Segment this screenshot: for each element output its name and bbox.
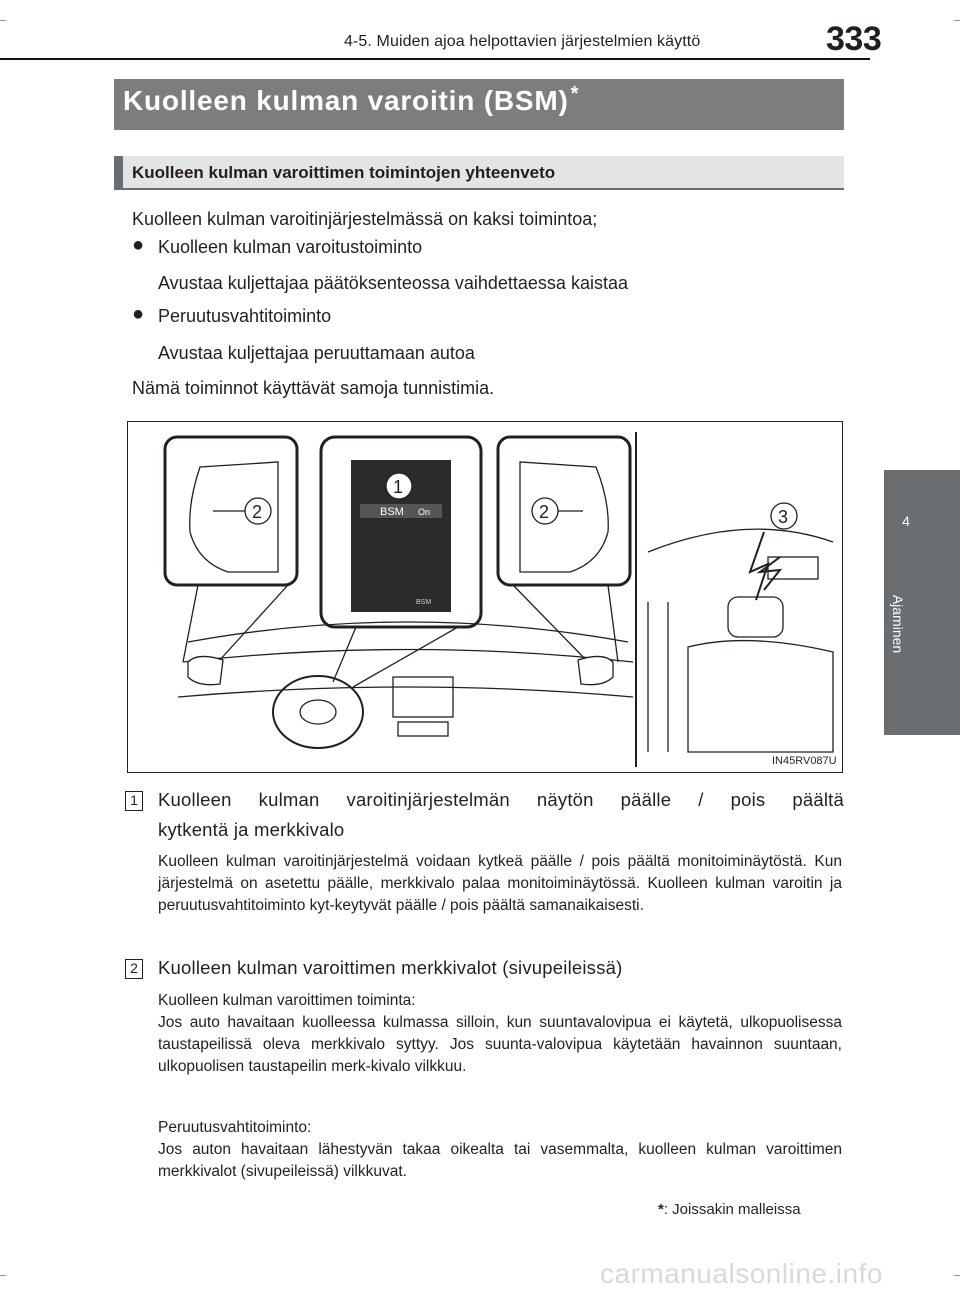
rear-window — [648, 529, 833, 552]
intro-closing: Nämä toiminnot käyttävät samoja tunnistimia. — [132, 378, 495, 398]
bullet-icon: ● — [132, 303, 145, 325]
footnote-star: * — [658, 1201, 664, 1218]
footnote — [658, 1201, 801, 1218]
right-side-mirror — [578, 656, 613, 684]
callout-2-right: 2 — [539, 502, 550, 522]
function-2-desc: Avustaa kuljettajaa peruuttamaan autoa — [158, 343, 475, 363]
center-console — [393, 677, 453, 717]
subsection-accent — [114, 156, 123, 190]
running-header: 4-5. Muiden ajoa helpottavien järjestelmien käyttö — [344, 33, 701, 50]
watermark: carmanualsonline.info — [600, 1258, 883, 1289]
display-bsm-text: BSM — [380, 506, 404, 518]
footnote-star: * — [570, 83, 580, 105]
footnote-text: : Joissakin malleissa — [663, 1201, 801, 1218]
item-2-number: 2 — [125, 959, 143, 979]
headrest — [728, 597, 783, 637]
callout-2-left: 2 — [252, 502, 263, 522]
subsection-title: Kuolleen kulman varoittimen toimintojen yhteenveto — [132, 163, 556, 182]
function-1-desc: Avustaa kuljettajaa päätöksenteossa vaihdettaessa kaistaa — [158, 273, 628, 293]
item-2-p2-body: Jos auton havaitaan lähestyvän takaa oikealta tai vasemmalta, kuolleen kulman varoittimen merkkivalot (sivupeileissä) vilkkuvat. — [158, 1141, 842, 1180]
item-2-p1-head: Kuolleen kulman varoittimen toiminta: — [158, 992, 416, 1009]
bullet-icon: ● — [132, 234, 145, 256]
bsm-illustration-svg — [128, 422, 841, 771]
item-2-p1-body: Jos auto havaitaan kuolleessa kulmassa silloin, kun suuntavalovipua ei käytetä, ulkopuolisessa taustapeilissä oleva merkkivalo syttyy. Jos suunta-valovipua käytetään havainnon suuntaan, ulkopuolisen taustapeilin merk-kivalo vilkkuu. — [158, 1014, 842, 1075]
display-footer-text: BSM — [416, 599, 432, 606]
item-2-title: Kuolleen kulman varoittimen merkkivalot (sivupeileissä) — [158, 957, 623, 978]
crop-mark — [0, 20, 6, 21]
item-1-title-line2: kytkentä ja merkkivalo — [158, 819, 345, 840]
left-side-mirror — [188, 656, 223, 684]
display-state-text: On — [418, 507, 431, 517]
header-rule — [0, 58, 870, 60]
bsm-illustration — [127, 421, 843, 773]
dashboard-top — [188, 622, 628, 642]
rear-seat — [688, 641, 833, 752]
crop-mark — [954, 1275, 960, 1276]
item-1-title-line1: Kuolleen kulman varoitinjärjestelmän näytön päälle / pois päältä — [158, 789, 844, 810]
item-1-number: 1 — [125, 791, 143, 811]
section-title-text: Kuolleen kulman varoitin (BSM) — [123, 85, 569, 116]
chapter-label: Ajaminen — [890, 594, 906, 654]
crop-mark — [954, 20, 960, 21]
callout-1: 1 — [393, 477, 404, 497]
callout-3: 3 — [778, 507, 789, 527]
function-1-title: Kuolleen kulman varoitustoiminto — [158, 237, 423, 257]
section-title — [123, 85, 579, 117]
item-1-body: Kuolleen kulman varoitinjärjestelmä voidaan kytkeä päälle / pois päältä monitoiminäytöstä. Kun järjestelmä on asetettu päälle, merkkivalo palaa monitoiminäytössä. Kuolleen kulman varoitin ja peruutusvahtitoiminto kyt-keytyvät päälle / pois päältä samanaikaisesti. — [158, 853, 842, 914]
steering-wheel — [273, 676, 363, 748]
page-number: 333 — [826, 20, 882, 58]
chapter-number: 4 — [902, 513, 910, 529]
figure-code: IN45RV087U — [772, 755, 837, 767]
intro-lead: Kuolleen kulman varoitinjärjestelmässä on kaksi toimintoa; — [132, 209, 598, 229]
crop-mark — [0, 1275, 6, 1276]
item-2-p2-head: Peruutusvahtitoiminto: — [158, 1119, 312, 1136]
function-2-title: Peruutusvahtitoiminto — [158, 306, 332, 326]
